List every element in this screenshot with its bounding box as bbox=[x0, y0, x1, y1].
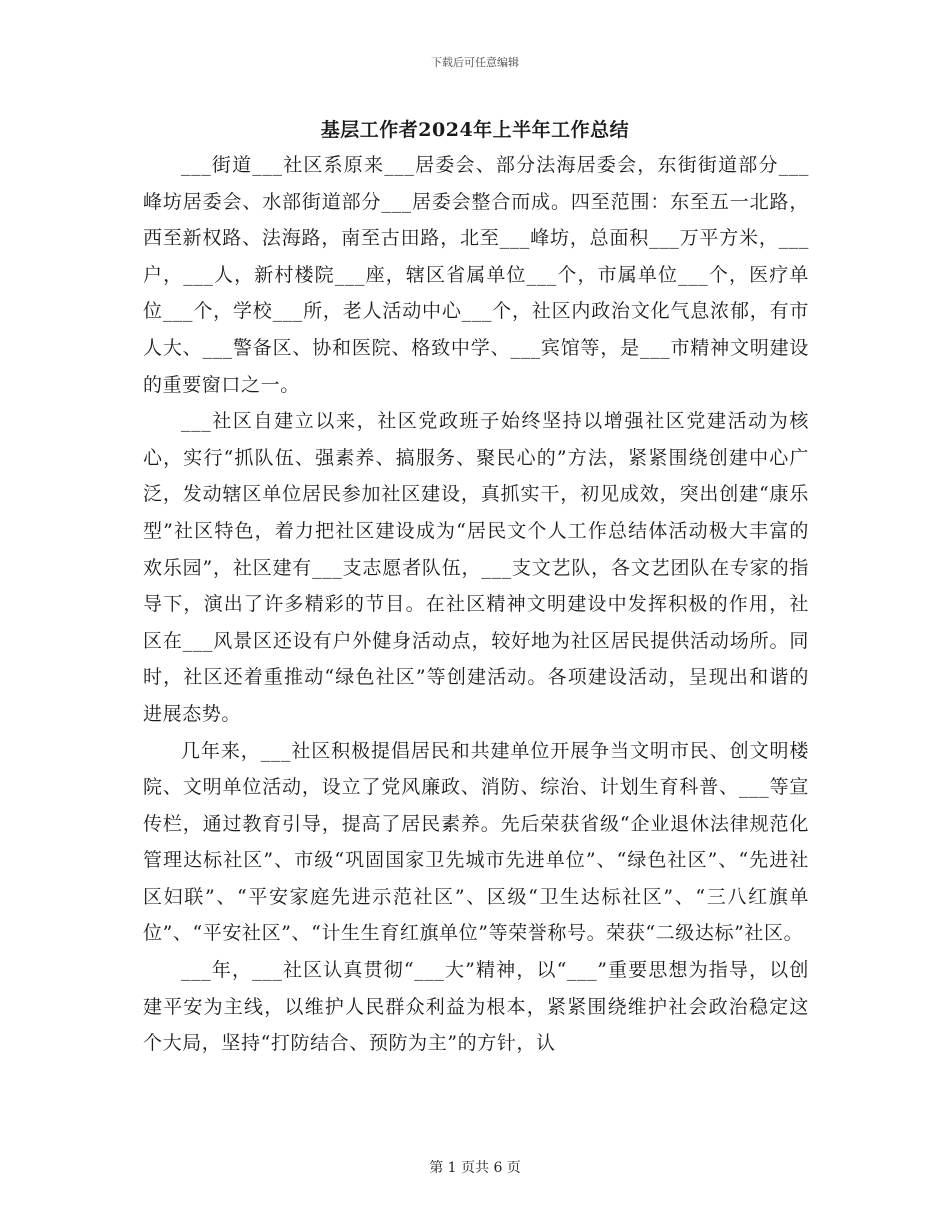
paragraph-3: 几年来，___社区积极提倡居民和共建单位开展争当文明市民、创文明楼院、文明单位活动，设立了党风廉政、消防、综治、计划生育科普、___等宣传栏，通过教育引导，提高了居民素养。先后荣获省级“企业退休法律规范化管理达标社区”、市级“巩固国家卫先城市先进单位”、“绿色社区”、“先进社区妇联”、“平安家庭先进示范社区”、区级“卫生达标社区”、“三八红旗单位”、“平安社区”、“计生生育红旗单位”等荣誉称号。荣获“二级达标”社区。 bbox=[143, 739, 809, 945]
paragraph-1: ___街道___社区系原来___居委会、部分法海居委会，东街街道部分___峰坊居委会、水部街道部分___居委会整合而成。四至范围：东至五一北路，西至新权路、法海路，南至古田路，北至___峰坊，总面积___万平方米，___户，___人，新村楼院___座，辖区省属单位___个，市属单位___个，医疗单位___个，学校___所，老人活动中心___个，社区内政治文化气息浓郁，有市人大、___警备区、协和医院、格致中学、___宾馆等，是___市精神文明建设的重要窗口之一。 bbox=[143, 154, 809, 396]
document-title: 基层工作者2024年上半年工作总结 bbox=[320, 119, 630, 141]
paragraph-2: ___社区自建立以来，社区党政班子始终坚持以增强社区党建活动为核心，实行“抓队伍、强素养、搞服务、聚民心的”方法，紧紧围绕创建中心广泛，发动辖区单位居民参加社区建设，真抓实干，初见成效，突出创建“康乐型”社区特色，着力把社区建设成为“居民文个人工作总结体活动极大丰富的欢乐园”，社区建有___支志愿者队伍，___支文艺队，各文艺团队在专家的指导下，演出了许多精彩的节目。在社区精神文明建设中发挥积极的作用，社区在___风景区还设有户外健身活动点，较好地为社区居民提供活动场所。同时，社区还着重推动“绿色社区”等创建活动。各项建设活动，呈现出和谐的进展态势。 bbox=[143, 410, 809, 725]
document-body bbox=[143, 147, 809, 1062]
header-note: 下载后可任意编辑 bbox=[431, 56, 519, 69]
paragraph-4: ___年，___社区认真贯彻“___大”精神，以“___”重要思想为指导，以创建平安为主线，以维护人民群众利益为根本，紧紧围绕维护社会政治稳定这个大局，坚持“打防结合、预防为主”的方针，认 bbox=[143, 959, 809, 1055]
page-number: 第 1 页共 6 页 bbox=[429, 1160, 521, 1176]
